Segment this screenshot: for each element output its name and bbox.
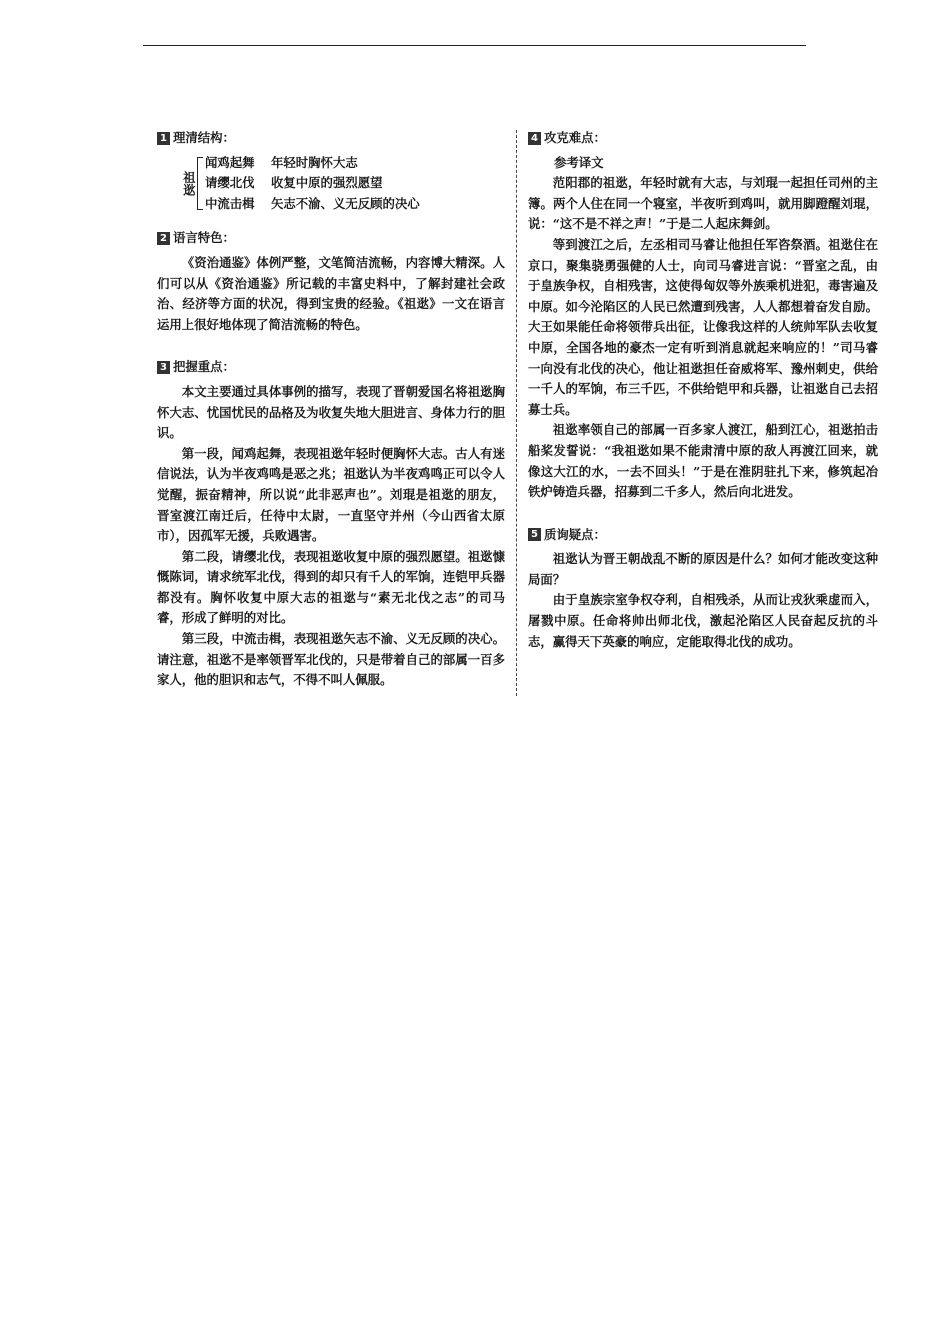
paragraph: 祖逖率领自己的部属一百多家人渡江，船到江心，祖逖拍击船桨发誓说：“我祖逖如果不能肃清中原的敌人再渡江回来，就像这大江的水，一去不回头！”于是在淮阴驻扎下来，修筑起冶铁炉铸造兵器，招募到二千多人，然后向北进发。 xyxy=(528,422,878,500)
structure-key: 闻鸡起舞 xyxy=(205,154,255,170)
section-header xyxy=(157,357,505,378)
structure-row xyxy=(205,194,420,215)
structure-row xyxy=(205,173,420,194)
section-number-badge: 1 xyxy=(157,132,170,145)
column-divider xyxy=(516,130,517,696)
section-questions xyxy=(528,525,878,653)
section-title: 理清结构： xyxy=(173,130,235,145)
translation-subtitle: 参考译文 xyxy=(554,154,604,170)
structure-value: 收复中原的强烈愿望 xyxy=(271,175,383,191)
paragraph: 等到渡江之后，左丞相司马睿让他担任军咨祭酒。祖逖住在京口，聚集骁勇强健的人士，向司马睿进言说：“晋室之乱，由于皇族争权，自相残害，这使得匈奴等外族乘机进犯，毒害遍及中原。如今沦陷区的人民已然遭到残害，人人都想着奋发自励。大王如果能任命将领带兵出征，让像我这样的人统帅军队去收复中原，全国各地的豪杰一定有听到消息就起来响应的！”司马睿一向没有北伐的决心，他让祖逖担任奋威将军、豫州刺史，供给一千人的军饷，布三千匹，不供给铠甲和兵器，让祖逖自己去招募士兵。 xyxy=(528,236,878,417)
section-language xyxy=(157,228,505,335)
right-column xyxy=(528,128,878,666)
section-title: 语言特色： xyxy=(173,230,235,246)
section-title: 把握重点： xyxy=(173,359,235,375)
structure-value: 年轻时胸怀大志 xyxy=(271,154,358,170)
section-difficulties xyxy=(528,128,878,503)
structure-row xyxy=(205,153,420,174)
section-title: 质询疑点： xyxy=(544,526,606,542)
structure-key: 中流击楫 xyxy=(205,195,255,211)
structure-value: 矢志不渝、义无反顾的决心 xyxy=(271,195,420,211)
structure-rows xyxy=(205,153,420,215)
paragraph: 祖逖认为晋王朝战乱不断的原因是什么？如何才能改变这种局面？ xyxy=(528,551,878,587)
paragraph: 《资治通鉴》体例严整，文笔简洁流畅，内容博大精深。人们可以从《资治通鉴》所记载的丰富史料中，了解封建社会政治、经济等方面的状况，得到宝贵的经验。《祖逖》一文在语言运用上很好地体现了简洁流畅的特色。 xyxy=(157,254,505,332)
section-key-points xyxy=(157,357,505,691)
section-structure xyxy=(157,128,505,214)
section-number-badge: 3 xyxy=(157,361,170,374)
section-header xyxy=(157,128,505,149)
paragraph: 由于皇族宗室争权夺利，自相残杀，从而让戎狄乘虚而入，屠戮中原。任命将帅出师北伐，激起沦陷区人民奋起反抗的斗志，赢得天下英豪的响应，定能取得北伐的成功。 xyxy=(528,592,878,649)
paragraph: 范阳郡的祖逖，年轻时就有大志，与刘琨一起担任司州的主簿。两个人住在同一个寝室，半夜听到鸡叫，就用脚蹬醒刘琨，说：“这不是不祥之声！”于是二人起床舞剑。 xyxy=(528,175,878,232)
section-header xyxy=(157,228,505,249)
structure-diagram xyxy=(181,153,505,215)
left-column xyxy=(157,128,505,705)
section-header xyxy=(528,128,878,149)
paragraph: 第一段，闻鸡起舞，表现祖逖年轻时便胸怀大志。古人有迷信说法，认为半夜鸡鸣是恶之兆；祖逖认为半夜鸡鸣正可以令人觉醒，振奋精神，所以说“此非恶声也”。刘琨是祖逖的朋友，晋室渡江南迁后，任待中太尉，一直坚守并州（今山西省太原市），因孤军无援，兵败遇害。 xyxy=(157,445,505,544)
structure-root-label: 祖逖 xyxy=(181,171,197,196)
paragraph: 第二段，请缨北伐，表现祖逖收复中原的强烈愿望。祖逖慷慨陈词，请求统军北伐，得到的却只有千人的军饷，连铠甲兵器都没有。胸怀收复中原大志的祖逖与“素无北伐之志”的司马睿，形成了鲜明的对比。 xyxy=(157,548,505,626)
section-number-badge: 4 xyxy=(528,132,541,145)
section-title: 攻克难点： xyxy=(544,130,606,145)
section-number-badge: 2 xyxy=(157,232,170,245)
section-header xyxy=(528,525,878,546)
structure-brace xyxy=(197,157,203,211)
paragraph: 本文主要通过具体事例的描写，表现了晋朝爱国名将祖逖胸怀大志、忧国忧民的品格及为收复失地大胆进言、身体力行的胆识。 xyxy=(157,383,505,441)
paragraph: 第三段，中流击楫，表现祖逖矢志不渝、义无反顾的决心。请注意，祖逖不是率领晋军北伐的，只是带着自己的部属一百多家人，他的胆识和志气，不得不叫人佩服。 xyxy=(157,631,505,688)
structure-key: 请缨北伐 xyxy=(205,175,255,191)
header-rule xyxy=(143,45,806,46)
section-number-badge: 5 xyxy=(528,528,541,541)
